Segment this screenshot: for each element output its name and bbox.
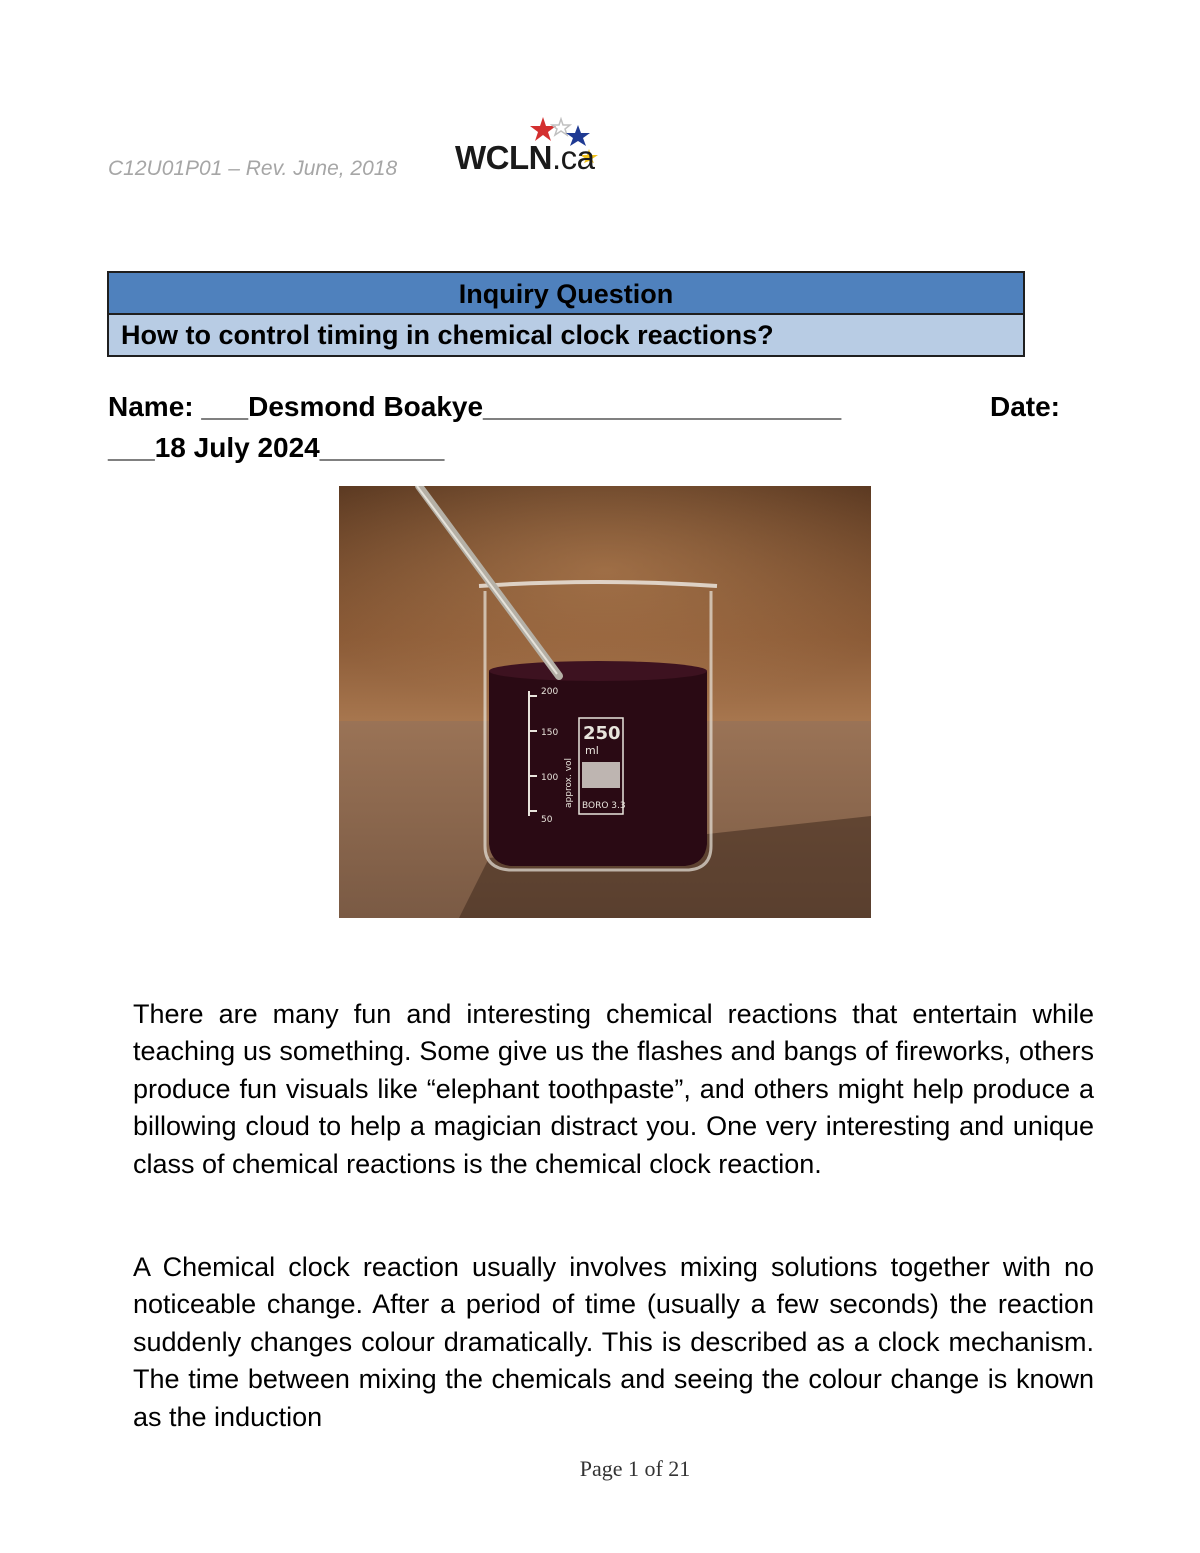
date-label: Date:: [989, 391, 1060, 422]
inquiry-question: How to control timing in chemical clock reactions?: [109, 315, 1023, 355]
page-number: Page 1 of 21: [579, 1456, 691, 1481]
logo-suffix: .ca: [551, 139, 595, 176]
document-code: C12U01P01 – Rev. June, 2018: [108, 157, 398, 180]
beaker-photo: [339, 486, 871, 918]
inquiry-heading: Inquiry Question: [109, 273, 1023, 315]
mark-150: 150: [541, 728, 559, 738]
beaker-brand: BORO 3.3: [582, 801, 626, 811]
mark-100: 100: [541, 773, 559, 783]
beaker-volume: 250: [583, 723, 621, 744]
name-field: [108, 386, 841, 427]
date-value: ___18 July 2024________: [108, 432, 445, 463]
paragraph-1: There are many fun and interesting chemical reactions that entertain while teaching us something. Some give us the flashes and bangs of fireworks, others produce fun visuals like “elephant toothpaste”, and others might help produce a billowing cloud to help a magician distract you. One very interesting and unique class of chemical reactions is the chemical clock reaction.: [133, 999, 1094, 1179]
wcln-logo: [455, 115, 605, 181]
mark-200: 200: [541, 687, 559, 697]
logo-text: WCLN: [455, 139, 552, 176]
mark-50: 50: [541, 815, 553, 825]
name-label: Name:: [108, 391, 194, 422]
inquiry-question-table: [107, 271, 1025, 357]
paragraph-2: A Chemical clock reaction usually involves mixing solutions together with no noticeable change. After a period of time (usually a few seconds) the reaction suddenly changes colour dramatically. This is described as a clock mechanism. The time between mixing the chemicals and seeing the colour change is known as the induction: [133, 1252, 1094, 1432]
beaker-unit: ml: [585, 744, 599, 757]
student-info: [108, 386, 1060, 468]
name-value: ___Desmond Boakye_______________________: [201, 391, 842, 422]
approx-vol: approx. vol: [564, 757, 574, 808]
